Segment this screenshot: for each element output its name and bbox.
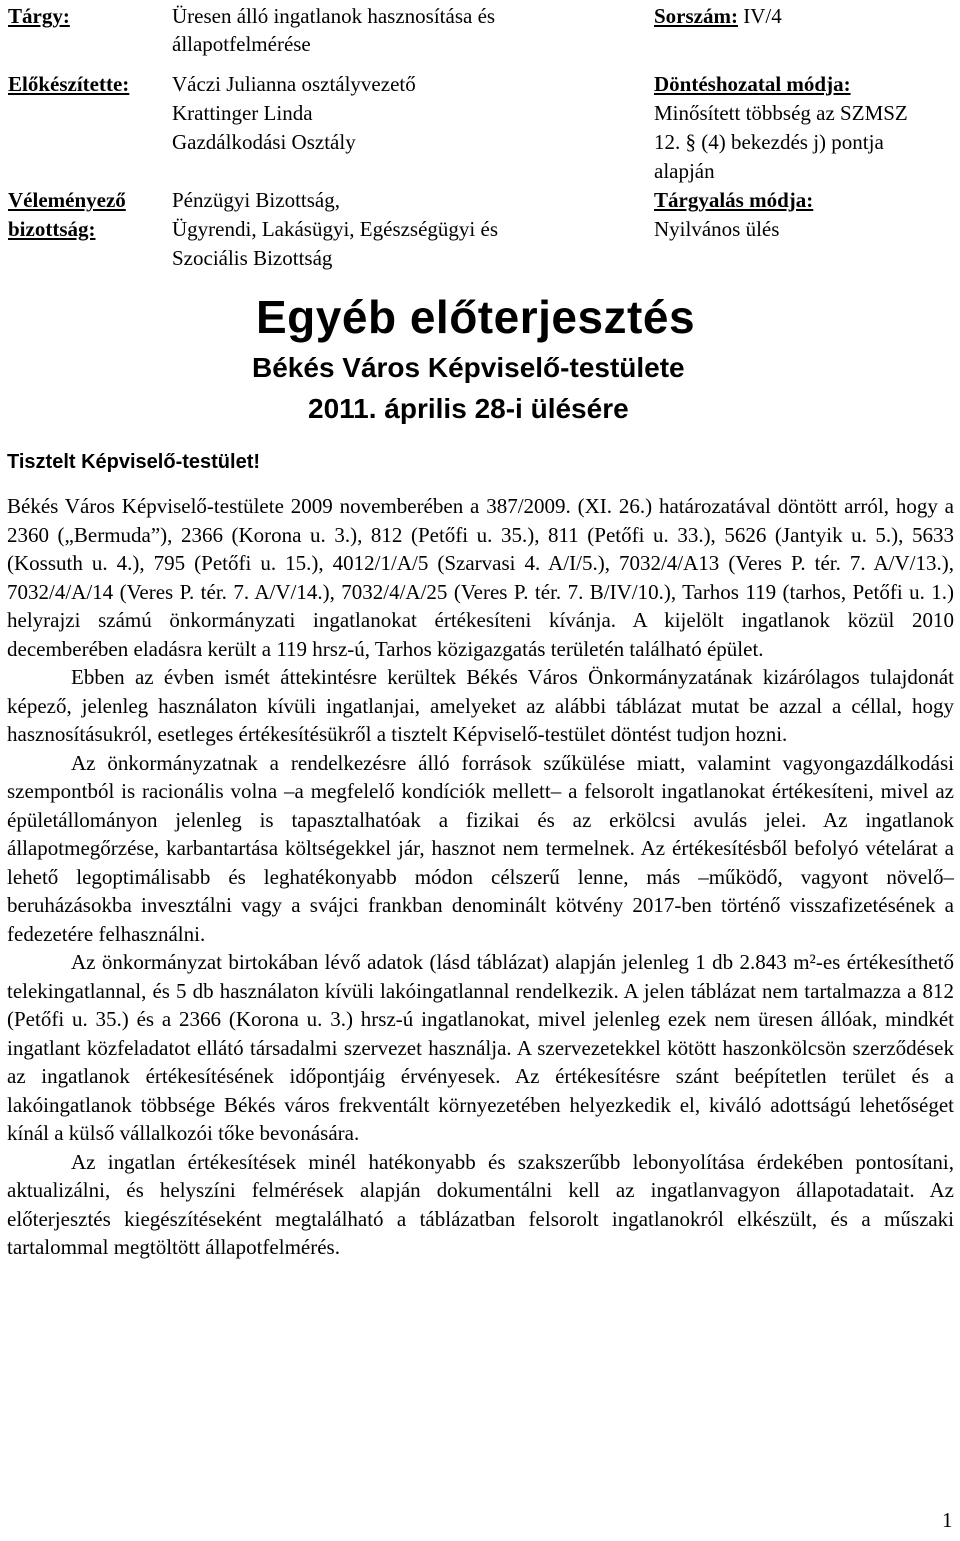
decision-mode-line-3: alapján	[654, 159, 715, 183]
committee-label-line-2: bizottság:	[8, 217, 96, 241]
committee-line-1: Pénzügyi Bizottság,	[172, 188, 340, 212]
document-subtitle: Békés Város Képviselő-testülete	[252, 352, 685, 383]
page-number: 1	[942, 1508, 953, 1532]
body-text	[7, 492, 954, 1262]
serial-number	[654, 2, 782, 30]
greeting: Tisztelt Képviselő-testület!	[7, 451, 261, 473]
decision-mode-label: Döntéshozatal módja:	[654, 72, 851, 96]
prepared-by-line-2: Krattinger Linda	[172, 101, 313, 125]
hearing-mode-label: Tárgyalás módja:	[654, 188, 814, 212]
prepared-by-label: Előkészítette:	[8, 72, 130, 96]
subject-line-2: állapotfelmérése	[172, 32, 311, 56]
prepared-by-line-1: Váczi Julianna osztályvezető	[172, 72, 416, 96]
serial-number-label: Sorszám:	[654, 4, 738, 28]
decision-mode-line-1: Minősített többség az SZMSZ	[654, 101, 908, 125]
hearing-mode-value: Nyilvános ülés	[654, 217, 780, 241]
subject-line-1: Üresen álló ingatlanok hasznosítása és	[172, 4, 496, 28]
paragraph-4: Az önkormányzat birtokában lévő adatok (lásd táblázat) alapján jelenleg 1 db 2.843 m²-es értékesíthető telekingatlannal, és 5 db használaton kívüli lakóingatlannal rendelkezik. A jelen táblázat nem tartalmazza a 812 (Petőfi u. 35.) és a 2366 (Korona u. 3.) hrsz-ú ingatlanokat, mivel jelenleg ezek nem üresen állóak, mindkét ingatlant közfeladatot ellátó társadalmi szervezet használja. A szervezetekkel kötött haszonkölcsön szerződések az ingatlanok értékesítésének időpontjáig érvényesek. Az értékesítésre szánt beépítetlen terület és a lakóingatlanok többsége Békés város frekventált környezetében helyezkedik el, kiváló adottságú lehetőséget kínál a külső vállalkozói tőke bevonására.	[7, 950, 954, 1145]
meeting-date: 2011. április 28-i ülésére	[308, 393, 629, 424]
paragraph-2: Ebben az évben ismét áttekintésre kerültek Békés Város Önkormányzatának kizárólagos tulajdonát képező, jelenleg használaton kívüli ingatlanjai, amelyeket az alábbi táblázat mutat be azzal a céllal, hogy hasznosításukról, esetleges értékesítésükről a tisztelt Képviselő-testület döntést tudjon hozni.	[7, 665, 954, 746]
prepared-by-line-3: Gazdálkodási Osztály	[172, 130, 356, 154]
paragraph-5: Az ingatlan értékesítések minél hatékonyabb és szakszerűbb lebonyolítása érdekében pontosítani, aktualizálni, és helyszíni felmérések alapján dokumentálni kell az ingatlanvagyon állapotadatait. Az előterjesztés kiegészítéseként megtalálható a táblázatban felsorolt ingatlanokról elkészült, és a műszaki tartalommal megtöltött állapotfelmérés.	[7, 1149, 954, 1259]
document-title: Egyéb előterjesztés	[256, 291, 696, 343]
decision-mode-line-2: 12. § (4) bekezdés j) pontja	[654, 130, 884, 154]
serial-number-value: IV/4	[743, 4, 782, 28]
committee-line-2: Ügyrendi, Lakásügyi, Egészségügyi és	[172, 217, 499, 241]
committee-line-3: Szociális Bizottság	[172, 246, 333, 270]
paragraph-3: Az önkormányzatnak a rendelkezésre álló források szűkülése miatt, valamint vagyongazdálkodási szempontból is racionális volna –a megfelelő kondíciók mellett– a felsorolt ingatlanokat értékesíteni, mivel az épületállományon jelenleg is tapasztalhatóak a fizikai és az erkölcsi avulás jelei. Az ingatlanok állapotmegőrzése, karbantartása költségekkel jár, hasznot nem termelnek. Az értékesítésből befolyó vételárat a lehető legoptimálisabb és leghatékonyabb módon célszerű lenne, más –működő, vagyont növelő– beruházásokba invesztálni vagy a svájci frankban denominált kötvény 2017-ben történő visszafizetésének a fedezetére felhasználni.	[7, 750, 954, 946]
paragraph-1: Békés Város Képviselő-testülete 2009 novemberében a 387/2009. (XI. 26.) határozatával döntött arról, hogy a 2360 („Bermuda”), 2366 (Korona u. 3.), 812 (Petőfi u. 35.), 811 (Petőfi u. 33.), 5626 (Jantyik u. 5.), 5633 (Kossuth u. 4.), 795 (Petőfi u. 15.), 4012/1/A/5 (Szarvasi 4. A/I/5.), 7032/4/A13 (Veres P. tér. 7. A/V/13.), 7032/4/A/14 (Veres P. tér. 7. A/V/14.), 7032/4/A/25 (Veres P. tér. 7. B/IV/10.), Tarhos 119 (tarhos, Petőfi u. 1.) helyrajzi számú önkormányzati ingatlanokat értékesíteni kívánja. A kijelölt ingatlanok közül 2010 decemberében eladásra került a 119 hrsz-ú, Tarhos közigazgatás területén található épület.	[7, 494, 954, 661]
committee-label-line-1: Véleményező	[8, 188, 126, 212]
subject-label: Tárgy:	[8, 4, 70, 28]
